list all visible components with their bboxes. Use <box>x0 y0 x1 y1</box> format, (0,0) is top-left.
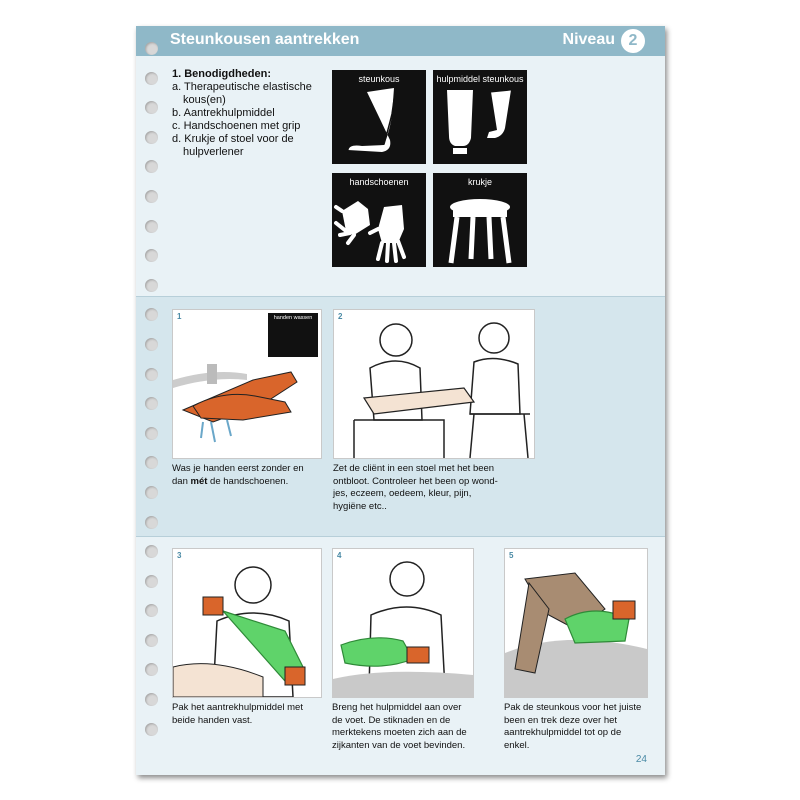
inset-label: handen wassen <box>273 315 313 321</box>
icon-label: steunkous <box>358 74 400 84</box>
materials-item: a. Therapeutische elastische kous(en) <box>172 81 312 106</box>
step-caption: Pak het aantrekhulpmiddel met beide handen vast. <box>172 702 303 726</box>
binder-hole <box>145 397 158 410</box>
page-title: Steunkousen aantrekken <box>170 31 360 48</box>
materials-heading: 1. Benodigdheden: <box>172 68 271 80</box>
icon-card-krukje <box>433 173 527 267</box>
binder-hole <box>145 693 158 706</box>
step-photo <box>172 309 322 459</box>
materials-item: b. Aantrekhulpmiddel <box>172 107 275 119</box>
step-photo <box>332 548 474 698</box>
step-photo <box>172 548 322 698</box>
binder-hole <box>145 220 158 233</box>
materials-item: c. Handschoenen met grip <box>172 120 301 132</box>
step-number: 5 <box>509 551 514 560</box>
binder-hole <box>145 456 158 469</box>
binder-hole <box>145 101 158 114</box>
page-number: 24 <box>635 754 647 765</box>
client-seating-illustration <box>334 310 534 458</box>
step-caption-bold: mét <box>190 475 208 487</box>
handwash-inset <box>268 313 318 357</box>
stool-icon <box>433 173 527 267</box>
binder-hole <box>145 427 158 440</box>
step-caption: Zet de cliënt in een stoel met het been ontbloot. Controleer het been op wond-jes, eczeem, oedeem, kleur, pijn, hygiëne etc.. <box>333 463 498 512</box>
pull-stocking-illustration <box>505 549 647 697</box>
step-photo <box>333 309 535 459</box>
icon-card-steunkous <box>332 70 426 164</box>
binder-hole <box>145 249 158 262</box>
donning-aid-icon <box>433 70 527 164</box>
step-caption-text: Was je handen eerst zonder en dan <box>172 463 304 487</box>
step-caption-text: de handschoenen. <box>207 475 289 487</box>
binder-hole <box>145 72 158 85</box>
binder-holes <box>145 42 159 752</box>
level-badge: 2 <box>621 29 645 53</box>
page-header <box>136 26 665 56</box>
step-photo <box>504 548 648 698</box>
binder-hole <box>145 604 158 617</box>
binder-hole <box>145 338 158 351</box>
icon-card-handschoenen <box>332 173 426 267</box>
stocking-leg-icon <box>332 70 426 164</box>
icon-card-hulpmiddel <box>433 70 527 164</box>
materials-item: d. Krukje of stoel voor de hulpverlener <box>172 133 294 158</box>
binder-hole <box>145 368 158 381</box>
apply-aid-illustration <box>333 549 473 697</box>
step-number: 4 <box>337 551 342 560</box>
binder-hole <box>145 486 158 499</box>
binder-hole <box>145 663 158 676</box>
binder-hole <box>145 308 158 321</box>
binder-hole <box>145 160 158 173</box>
step-number: 3 <box>177 551 182 560</box>
step-caption: Pak de steunkous voor het juiste been en trek deze over het aantrekhulpmiddel tot op de enkel. <box>504 702 642 751</box>
icon-label: handschoenen <box>349 177 409 187</box>
binder-hole <box>145 575 158 588</box>
binder-hole <box>145 723 158 736</box>
icon-label: krukje <box>467 177 492 187</box>
level-label: Niveau <box>562 31 615 48</box>
gloves-icon <box>332 173 426 267</box>
step-number: 2 <box>338 312 343 321</box>
step-caption <box>172 463 322 488</box>
binder-hole <box>145 279 158 292</box>
hold-aid-illustration <box>173 549 321 697</box>
binder-hole <box>145 42 158 55</box>
manual-page <box>136 26 665 775</box>
binder-hole <box>145 131 158 144</box>
materials-list <box>172 68 322 159</box>
binder-hole <box>145 634 158 647</box>
step-number: 1 <box>177 312 182 321</box>
binder-hole <box>145 516 158 529</box>
icon-label: hulpmiddel steunkous <box>436 74 524 84</box>
step-caption: Breng het hulpmiddel aan over de voet. De stiknaden en de merktekens moeten zich aan de zijkanten van de voet bevinden. <box>332 702 467 751</box>
binder-hole <box>145 190 158 203</box>
binder-hole <box>145 545 158 558</box>
